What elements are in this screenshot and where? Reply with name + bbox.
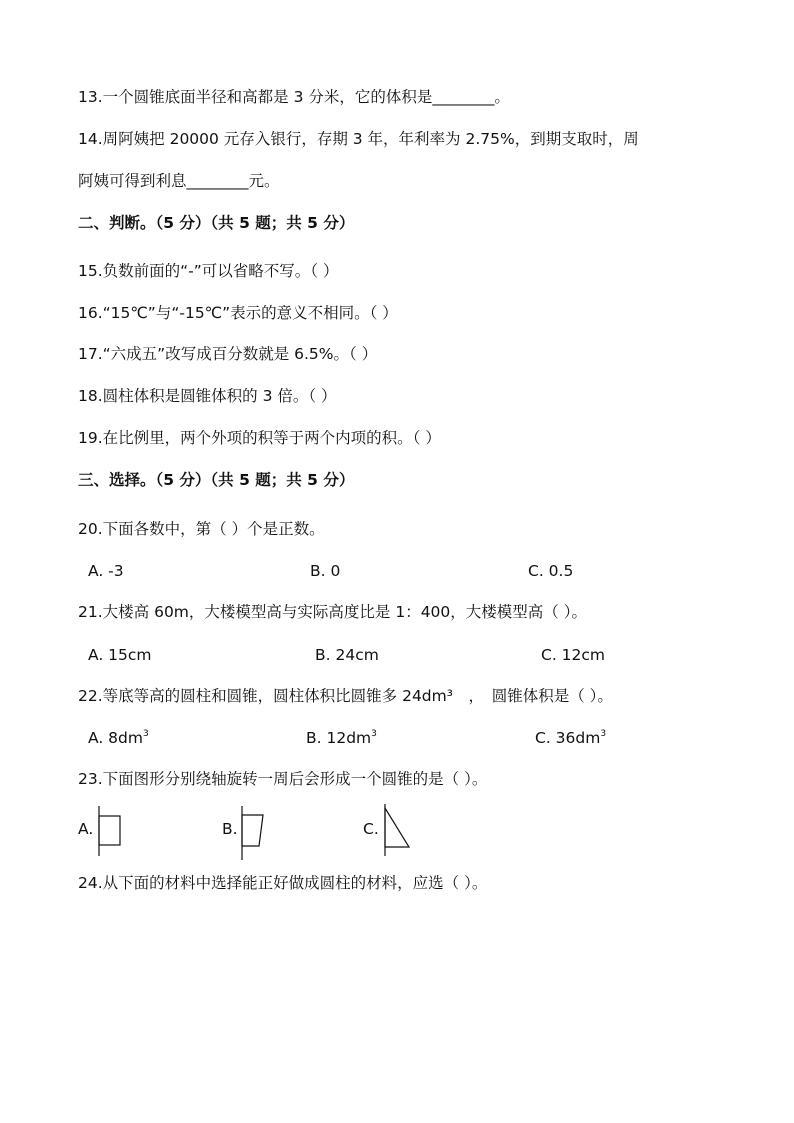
question-21-option-c: C. 12cm (541, 646, 606, 664)
question-14-line-2: 阿姨可得到利息________元。 (78, 172, 280, 190)
figure-label-b: B. (222, 820, 238, 838)
superscript-3: 3 (600, 729, 607, 739)
question-22-option-a (88, 727, 149, 749)
figure-label-a: A. (78, 820, 94, 838)
question-13: 13.一个圆锥底面半径和高都是 3 分米，它的体积是________。 (78, 88, 510, 106)
question-24: 24.从下面的材料中选择能正好做成圆柱的材料，应选（ ）。 (78, 874, 488, 892)
superscript-3: 3 (142, 729, 149, 739)
section-judgement-heading: 二、判断。（5 分）（共 5 题；共 5 分） (78, 214, 355, 232)
trapezoid-rotation-figure (239, 806, 269, 860)
question-16: 16.“15℃”与“-15℃”表示的意义不相同。（ ） (78, 304, 398, 322)
section-choice-heading: 三、选择。（5 分）（共 5 题；共 5 分） (78, 471, 355, 489)
question-14-line-1: 14.周阿姨把 20000 元存入银行，存期 3 年，年利率为 2.75%，到期支取时，周 (78, 130, 639, 148)
question-22-option-b-value: B. 12dm (306, 729, 372, 747)
question-15: 15.负数前面的“-”可以省略不写。（ ） (78, 262, 339, 280)
question-20-option-a: A. -3 (88, 562, 124, 580)
superscript-3: 3 (371, 729, 377, 739)
question-21-option-b: B. 24cm (315, 646, 379, 664)
question-22-option-c-value: C. 36dm (535, 729, 601, 747)
question-21: 21.大楼高 60m，大楼模型高与实际高度比是 1：400，大楼模型高（ ）。 (78, 603, 587, 621)
rectangle-rotation-figure (96, 806, 126, 856)
question-22-option-a-value: A. 8dm (88, 729, 143, 747)
question-22-option-b (306, 727, 377, 749)
question-17: 17.“六成五”改写成百分数就是 6.5%。（ ） (78, 345, 378, 363)
question-20-option-b: B. 0 (310, 562, 341, 580)
question-20: 20.下面各数中，第（ ）个是正数。 (78, 520, 325, 538)
question-19: 19.在比例里，两个外项的积等于两个内项的积。（ ） (78, 429, 441, 447)
triangle-rotation-figure (381, 804, 413, 856)
question-22: 22.等底等高的圆柱和圆锥，圆柱体积比圆锥多 24dm³ ， 圆锥体积是（ ）。 (78, 687, 613, 705)
question-21-option-a: A. 15cm (88, 646, 152, 664)
figure-label-c: C. (363, 820, 379, 838)
question-22-option-c (535, 727, 606, 749)
question-18: 18.圆柱体积是圆锥体积的 3 倍。（ ） (78, 387, 337, 405)
question-20-option-c: C. 0.5 (528, 562, 574, 580)
question-23: 23.下面图形分别绕轴旋转一周后会形成一个圆锥的是（ ）。 (78, 770, 488, 788)
